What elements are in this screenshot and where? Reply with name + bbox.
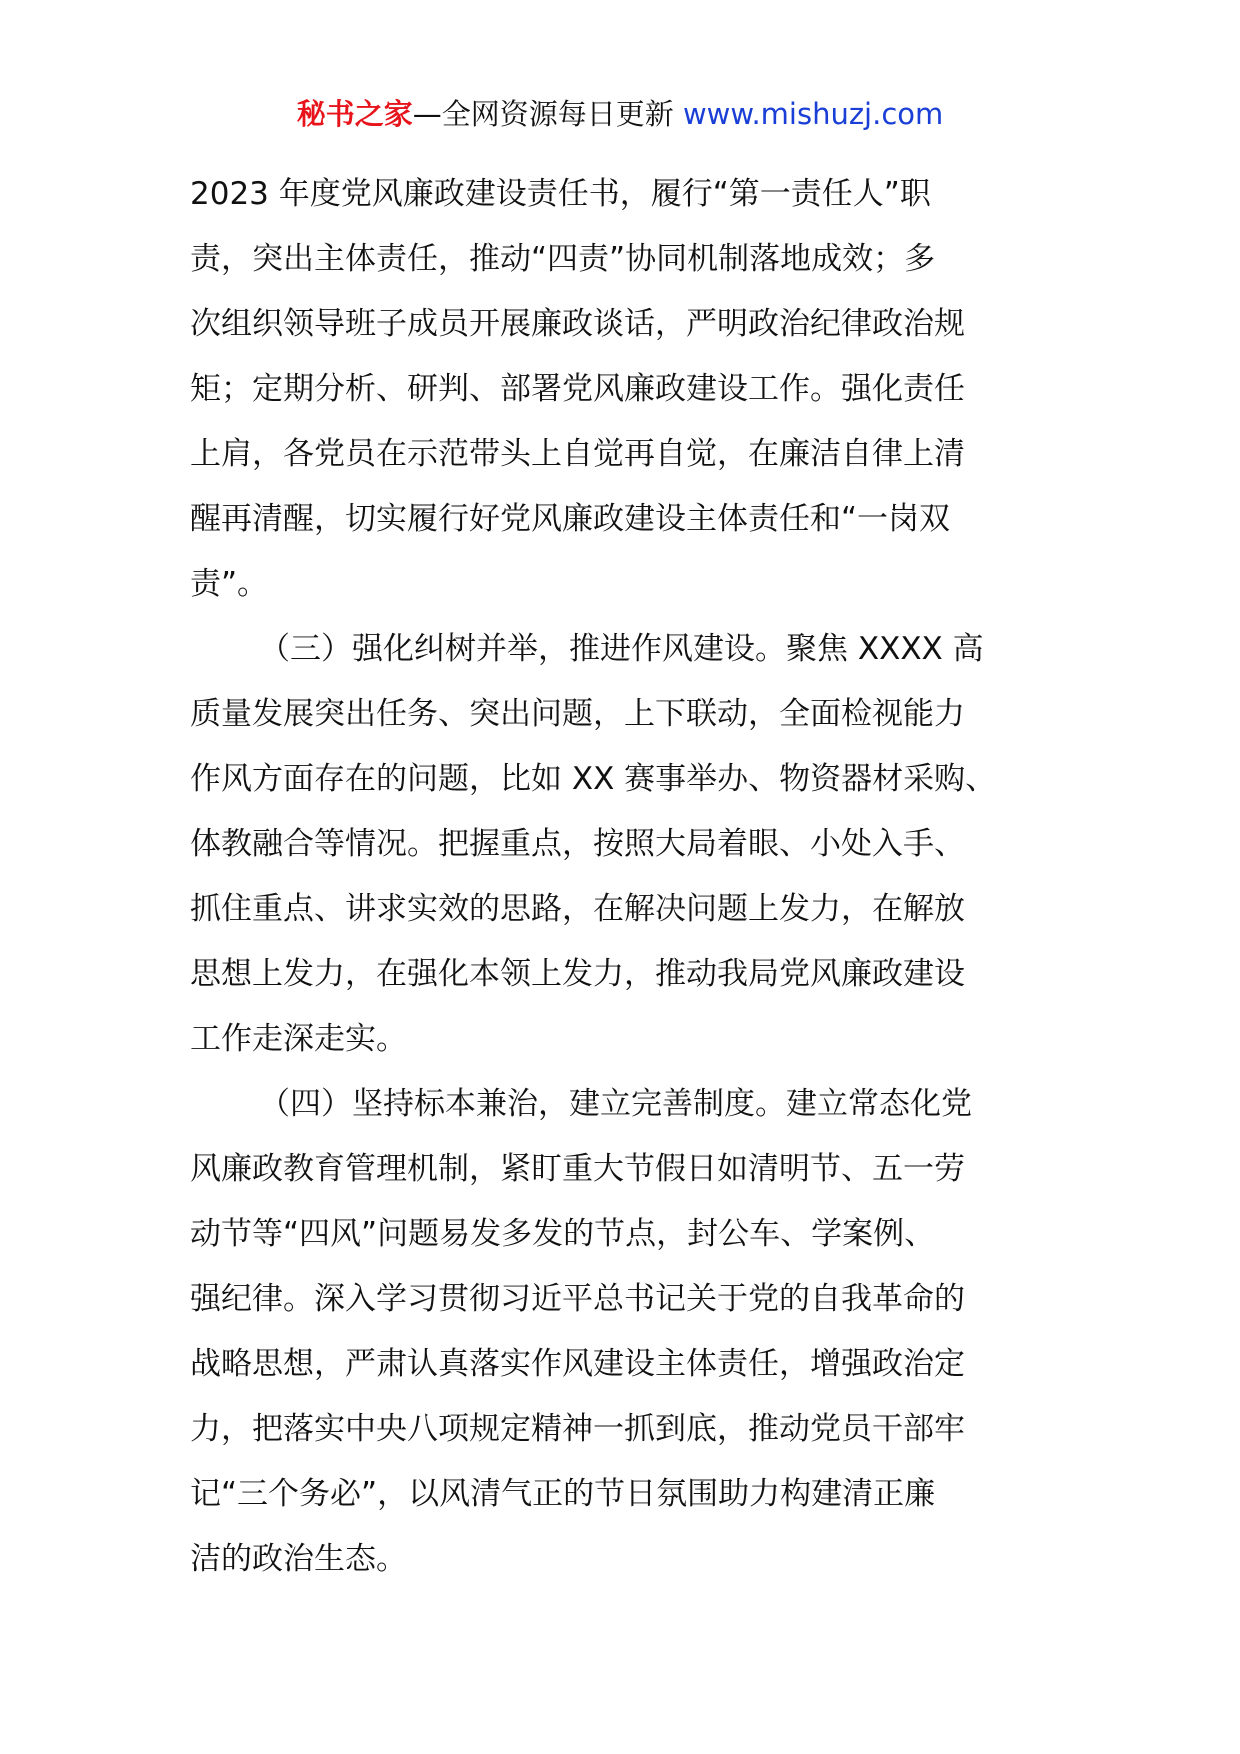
site-brand: 秘书之家: [296, 97, 413, 131]
text-line: 2023 年度党风廉政建设责任书，履行“第一责任人”职: [190, 176, 931, 212]
section-heading-line: （四）坚持标本兼治，建立完善制度。建立常态化党: [259, 1086, 972, 1122]
text-line: 矩；定期分析、研判、部署党风廉政建设工作。强化责任: [190, 371, 965, 407]
site-slogan: —全网资源每日更新: [412, 97, 674, 131]
text-line: 记“三个务必”，以风清气正的节日氛围助力构建清正廉: [190, 1476, 936, 1512]
text-line: 风廉政教育管理机制，紧盯重大节假日如清明节、五一劳: [190, 1151, 965, 1187]
text-line: 责”。: [190, 566, 269, 602]
document-body: [190, 162, 1060, 1592]
text-line: 作风方面存在的问题，比如 XX 赛事举办、物资器材采购、: [190, 761, 997, 797]
text-line: 工作走深走实。: [190, 1021, 407, 1057]
text-line: 强纪律。深入学习贯彻习近平总书记关于党的自我革命的: [190, 1281, 965, 1317]
text-line: 醒再清醒，切实履行好党风廉政建设主体责任和“一岗双: [190, 501, 951, 537]
site-header: [0, 94, 1240, 134]
text-line: 动节等“四风”问题易发多发的节点，封公车、学案例、: [190, 1216, 936, 1252]
text-line: 抓住重点、讲求实效的思路，在解决问题上发力，在解放: [190, 891, 965, 927]
text-line: 质量发展突出任务、突出问题，上下联动，全面检视能力: [190, 696, 965, 732]
text-line: 力，把落实中央八项规定精神一抓到底，推动党员干部牢: [190, 1411, 965, 1447]
text-line: 上肩，各党员在示范带头上自觉再自觉，在廉洁自律上清: [190, 436, 965, 472]
site-url-link[interactable]: www.mishuzj.com: [673, 97, 944, 131]
text-line: 体教融合等情况。把握重点，按照大局着眼、小处入手、: [190, 826, 965, 862]
text-line: 战略思想，严肃认真落实作风建设主体责任，增强政治定: [190, 1346, 965, 1382]
text-line: 责，突出主体责任，推动“四责”协同机制落地成效；多: [190, 241, 936, 277]
text-line: 次组织领导班子成员开展廉政谈话，严明政治纪律政治规: [190, 306, 965, 342]
text-line: 思想上发力，在强化本领上发力，推动我局党风廉政建设: [190, 956, 965, 992]
section-heading-line: （三）强化纠树并举，推进作风建设。聚焦 XXXX 高: [259, 631, 984, 667]
text-line: 洁的政治生态。: [190, 1541, 407, 1577]
